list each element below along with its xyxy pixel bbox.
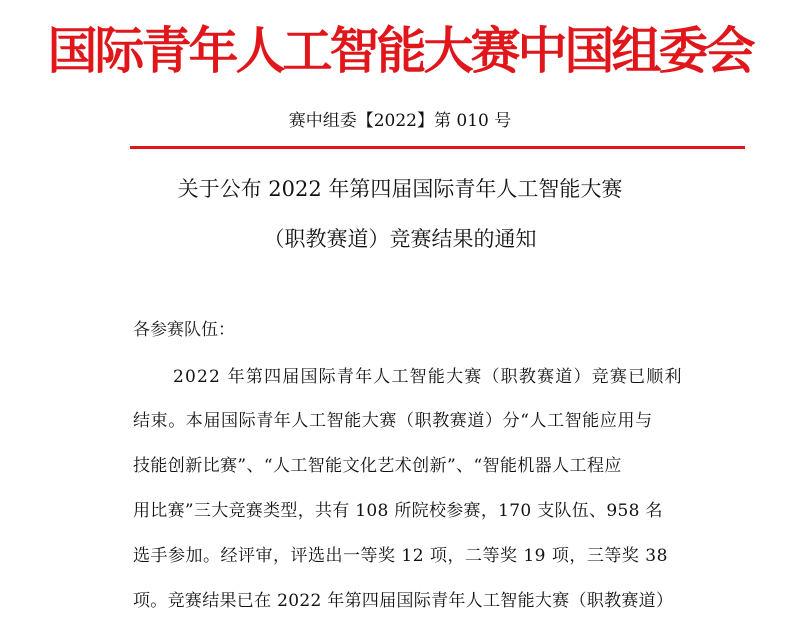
salutation: 各参赛队伍： <box>133 320 235 340</box>
red-divider-line <box>130 146 745 149</box>
body-text-line: 项。竞赛结果已在 2022 年第四届国际青年人工智能大赛（职教赛道） <box>133 591 674 611</box>
organization-header: 国际青年人工智能大赛中国组委会 <box>47 21 753 80</box>
body-text-line: 2022 年第四届国际青年人工智能大赛（职教赛道）竞赛已顺利 <box>173 367 683 387</box>
body-text-line: 技能创新比赛”、“人工智能文化艺术创新”、“智能机器人工程应 <box>133 456 622 476</box>
body-text-line: 选手参加。经评审，评选出一等奖 12 项，二等奖 19 项，三等奖 38 <box>133 546 668 566</box>
body-text-line: 用比赛”三大竞赛类型，共有 108 所院校参赛，170 支队伍、958 名 <box>133 501 663 521</box>
notice-title-line: （职教赛道）竞赛结果的通知 <box>263 227 537 251</box>
notice-title-line: 关于公布 2022 年第四届国际青年人工智能大赛 <box>177 177 623 201</box>
body-text-line: 结束。本届国际青年人工智能大赛（职教赛道）分“人工智能应用与 <box>133 411 653 431</box>
document-number: 赛中组委【2022】第 010 号 <box>288 111 512 131</box>
